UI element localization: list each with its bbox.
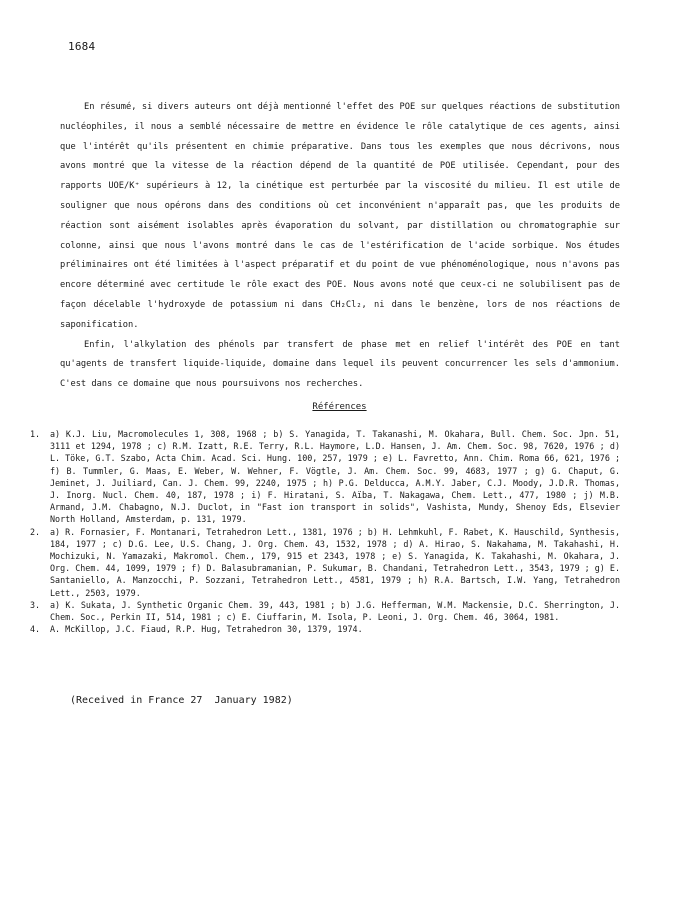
reference-text: a) R. Fornasier, F. Montanari, Tetrahedron Lett., 1381, 1976 ; b) H. Lehmkuhl, F. Rabet, K. Hauschild, Synthesis, 184, 1977 ; c) D.G. Lee, U.S. Chang, J. Org. Chem. 43, 1532, 1978 ; d) A. Hirao, S. Nakahama, M. Takahashi, H. Mochizuki, N. Yamazaki, Makromol. Chem., 179, 915 et 2343, 1978 ; e) S. Yanagida, K. Takahashi, M. Okahara, J. Org. Chem. 44, 1099, 1979 ; f) D. Balasubramanian, P. Sukumar, B. Chandani, Tetrahedron Lett., 3543, 1979 ; g) E. Santaniello, A. Manzocchi, P. Sozzani, Tetrahedron Lett., 4581, 1979 ; h) R.A. Bartsch, I.W. Yang, Tetrahedron Lett., 2503, 1979. [50, 526, 620, 598]
reference-item [30, 599, 620, 623]
reference-number: 3. [30, 599, 41, 610]
page-number: 1684 [68, 40, 96, 53]
reference-item [30, 428, 620, 526]
reference-number: 1. [30, 429, 41, 439]
paragraph-summary: En résumé, si divers auteurs ont déjà mentionné l'effet des POE sur quelques réactions de substitution nucléophiles, il nous a semblé nécessaire de mettre en évidence le rôle catalytique de ces agents, ainsi que l'intérêt qu'ils présentent en chimie préparative. Dans tous les exemples que nous décrivons, nous avons montré que la vitesse de la réaction dépend de la quantité de POE utilisée. Cependant, pour des rapports UOE/K⁺ supérieurs à 12, la cinétique est perturbée par la viscosité du milieu. Il est utile de souligner que nous opérons dans des conditions où cet inconvénient n'apparaît pas, que les produits de réaction sont aisément isolables après évaporation du solvant, par distillation ou chromatographie sur colonne, ainsi que nous l'avons montré dans le cas de l'estérification de l'acide sorbique. Nos études préliminaires ont été limitées à l'aspect préparatif et du point de vue phénoménologique, nous n'avons pas encore déterminé avec certitude le rôle exact des POE. Nous avons noté que ceux-ci ne solubilisent pas de façon décelable l'hydroxyde de potassium ni dans CH₂Cl₂, ni dans le benzène, lors de nos réactions de saponification. [60, 102, 620, 330]
reference-text: A. McKillop, J.C. Fiaud, R.P. Hug, Tetrahedron 30, 1379, 1974. [50, 624, 363, 635]
received-date: (Received in France 27 January 1982) [70, 695, 293, 706]
reference-text: a) K. Sukata, J. Synthetic Organic Chem. 39, 443, 1981 ; b) J.G. Hefferman, W.M. Mackensie, D.C. Sherrington, J. Chem. Soc., Perkin II, 514, 1981 ; c) E. Ciuffarin, M. Isola, P. Leoni, J. Org. Chem. 46, 3064, 1981. [50, 599, 620, 623]
paragraph-conclusion: Enfin, l'alkylation des phénols par transfert de phase met en relief l'intérêt des POE en tant qu'agents de transfert liquide-liquide, domaine dans lequel ils peuvent concurrencer les sels d'ammonium. C'est dans ce domaine que nous poursuivons nos recherches. [60, 339, 620, 390]
article-body [60, 98, 620, 395]
reference-item [30, 526, 620, 599]
reference-item [30, 623, 620, 635]
references-heading: Références [312, 402, 367, 412]
reference-number: 4. [30, 624, 41, 635]
reference-number: 2. [30, 526, 41, 537]
reference-text: a) K.J. Liu, Macromolecules 1, 308, 1968 ; b) S. Yanagida, T. Takanashi, M. Okahara, Bull. Chem. Soc. Jpn. 51, 3111 et 1294, 1978 ; c) R.M. Izatt, R.E. Terry, R.L. Haymore, L.D. Hansen, J. Am. Chem. Soc. 98, 7620, 1976 ; d) L. Töke, G.T. Szabo, Acta Chim. Acad. Sci. Hung. 100, 257, 1979 ; e) L. Favretto, Ann. Chim. Roma 66, 621, 1976 ; f) B. Tummler, G. Maas, E. Weber, W. Wehner, F. Vögtle, J. Am. Chem. Soc. 99, 4683, 1977 ; g) G. Chaput, G. Jeminet, J. Juiliard, Can. J. Chem. 99, 2240, 1975 ; h) P.G. Delducca, A.M.Y. Jaber, C.J. Moody, J.D.R. Thomas, J. Inorg. Nucl. Chem. 40, 187, 1978 ; i) F. Hiratani, S. Aïba, T. Nakagawa, Chem. Lett., 477, 1980 ; j) M.B. Armand, J.M. Chabagno, N.J. Duclot, in "Fast ion transport in solids", Vashista, Mundy, Shenoy Eds, Elsevier North Holland, Amsterdam, p. 131, 1979. [50, 429, 620, 525]
references-list [30, 428, 620, 635]
